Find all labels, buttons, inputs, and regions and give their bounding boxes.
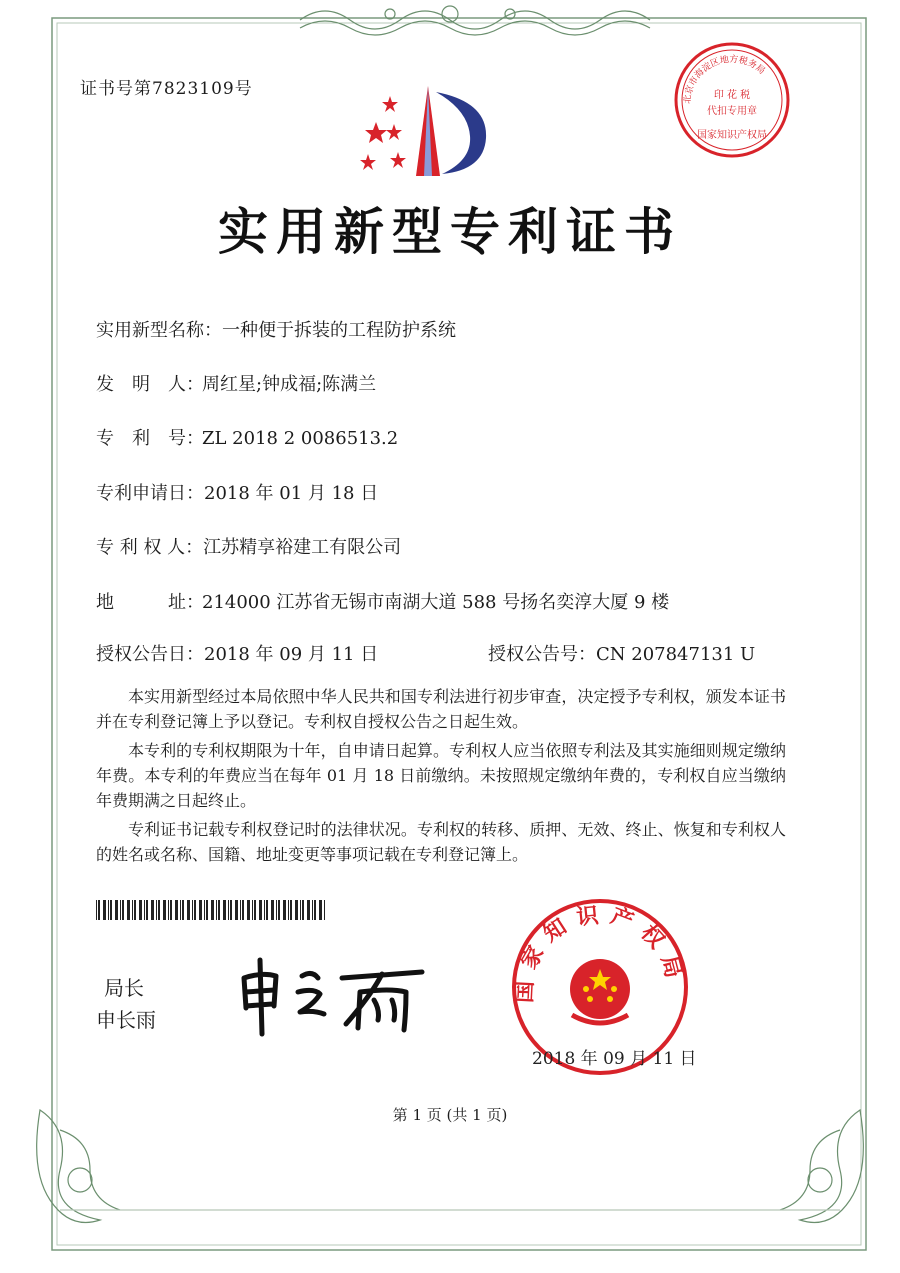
tax-stamp-seal <box>672 40 792 160</box>
svg-text:国家知识产权局: 国家知识产权局 <box>697 130 767 141</box>
paragraph: 专利证书记载专利权登记时的法律状况。专利权的转移、质押、无效、终止、恢复和专利权人的姓名或名称、国籍、地址变更等事项记载在专利登记簿上。 <box>96 820 786 864</box>
paragraph: 本专利的专利权期限为十年，自申请日起算。专利权人应当依照专利法及其实施细则规定缴纳年费。本专利的年费应当在每年 01 月 18 日前缴纳。未按照规定缴纳年费的，专利权自应当缴纳年费期满之日起终止。 <box>96 741 786 810</box>
svg-text:印 花 税: 印 花 税 <box>713 90 751 101</box>
field-inventors: 发 明 人：周红星;钟成福;陈满兰 <box>96 374 377 395</box>
field-filing-date: 专利申请日：2018 年 01 月 18 日 <box>96 483 379 504</box>
field-utility-name: 实用新型名称：一种便于拆装的工程防护系统 <box>96 320 456 341</box>
barcode <box>96 900 328 920</box>
field-patent-number: 专 利 号：ZL 2018 2 0086513.2 <box>96 428 399 449</box>
page-number: 第 1 页 (共 1 页) <box>392 1106 508 1124</box>
svg-text:国家知识产权局: 国家知识产权局 <box>512 902 689 1004</box>
signer-title: 局长 <box>104 976 144 1000</box>
svg-text:北京市海淀区地方税务局: 北京市海淀区地方税务局 <box>682 54 767 105</box>
signer-name: 申长雨 <box>96 1008 156 1032</box>
field-address: 地 址：214000 江苏省无锡市南湖大道 588 号扬名奕淳大厦 9 楼 <box>96 592 670 613</box>
svg-text:代扣专用章: 代扣专用章 <box>707 106 757 117</box>
patent-office-logo <box>358 78 498 178</box>
director-signature <box>232 948 432 1038</box>
field-patentee: 专 利 权 人：江苏精享裕建工有限公司 <box>96 537 402 558</box>
field-grant-date: 授权公告日：2018 年 09 月 11 日 <box>96 644 379 665</box>
paragraph: 本实用新型经过本局依照中华人民共和国专利法进行初步审查，决定授予专利权，颁发本证书并在专利登记簿上予以登记。专利权自授权公告之日起生效。 <box>96 687 786 731</box>
field-grant-number: 授权公告号：CN 207847131 U <box>488 644 756 665</box>
seal-date: 2018 年 09 月 11 日 <box>532 1049 697 1069</box>
certificate-body <box>96 684 786 871</box>
certificate-title: 实用新型专利证书 <box>218 202 682 261</box>
certificate-number: 证书号第7823109号 <box>80 79 253 99</box>
